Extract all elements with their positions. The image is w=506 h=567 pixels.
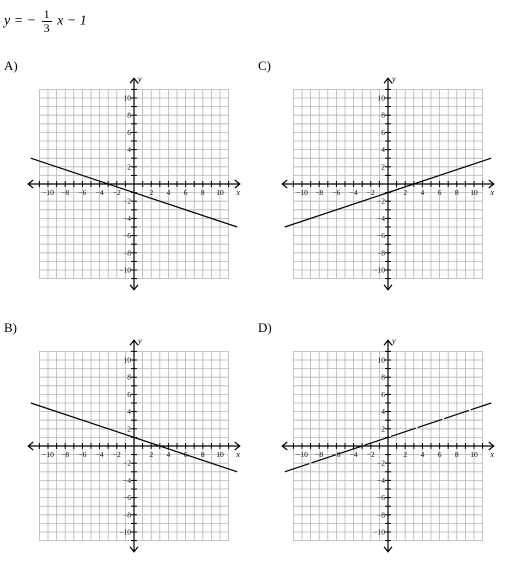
y-tick-label: −6 — [377, 493, 385, 503]
equation-rest: x − 1 — [57, 13, 87, 29]
equation-lhs: y — [4, 13, 11, 29]
y-tick-label: −10 — [373, 527, 385, 537]
y-tick-label: −4 — [123, 475, 131, 485]
y-tick-label: 4 — [381, 407, 385, 417]
x-tick-label: 4 — [166, 450, 171, 459]
y-tick-label: 4 — [127, 407, 131, 417]
y-tick-label: 2 — [381, 162, 385, 172]
y-tick-label: 6 — [127, 127, 131, 137]
x-tick-label: 2 — [149, 188, 154, 197]
y-tick-label: −8 — [123, 248, 131, 258]
equation — [4, 8, 87, 35]
x-tick-label: −8 — [61, 450, 70, 459]
x-axis-label: x — [490, 450, 494, 459]
x-tick-label: −4 — [95, 188, 104, 197]
x-tick-label: −10 — [296, 188, 308, 197]
x-tick-label: −10 — [42, 188, 54, 197]
x-tick-label: 2 — [149, 450, 154, 459]
x-tick-label: −6 — [332, 188, 341, 197]
y-tick-label: −4 — [377, 213, 385, 223]
x-tick-label: −8 — [315, 450, 324, 459]
option-b-label[interactable]: B) — [4, 320, 17, 335]
graph-option-c[interactable] — [280, 72, 496, 292]
x-tick-label: 2 — [403, 450, 408, 459]
x-tick-label: 6 — [437, 450, 442, 459]
y-tick-label: −10 — [373, 265, 385, 275]
y-axis-label: y — [392, 336, 396, 346]
x-tick-label: 4 — [420, 188, 425, 197]
x-axis-label: x — [490, 188, 494, 197]
x-tick-label: −8 — [61, 188, 70, 197]
y-tick-label: −2 — [377, 458, 385, 468]
x-tick-label: −10 — [42, 450, 54, 459]
x-tick-label: 10 — [470, 188, 478, 197]
y-tick-label: −4 — [377, 475, 385, 485]
y-tick-label: −8 — [377, 248, 385, 258]
y-tick-label: −8 — [123, 510, 131, 520]
x-tick-label: 10 — [470, 450, 478, 459]
x-tick-label: 10 — [216, 188, 224, 197]
y-axis-label: y — [138, 336, 142, 346]
y-tick-label: −10 — [119, 265, 131, 275]
x-tick-label: 10 — [216, 450, 224, 459]
fraction-denominator: 3 — [43, 21, 50, 35]
y-tick-label: −2 — [123, 458, 131, 468]
graph-option-d[interactable] — [280, 334, 496, 554]
y-tick-label: −2 — [377, 196, 385, 206]
option-c-label[interactable]: C) — [258, 58, 271, 73]
option-a-label[interactable]: A) — [4, 58, 18, 73]
x-tick-label: 4 — [166, 188, 171, 197]
y-tick-label: 4 — [127, 145, 131, 155]
x-tick-label: 8 — [200, 450, 205, 459]
y-tick-label: 2 — [127, 424, 131, 434]
y-tick-label: −6 — [377, 231, 385, 241]
y-tick-label: 6 — [381, 389, 385, 399]
x-tick-label: 2 — [403, 188, 408, 197]
y-tick-label: 6 — [381, 127, 385, 137]
y-tick-label: −2 — [123, 196, 131, 206]
fraction-numerator: 1 — [43, 7, 50, 21]
y-tick-label: −4 — [123, 213, 131, 223]
y-tick-label: 6 — [127, 389, 131, 399]
x-tick-label: 6 — [183, 188, 188, 197]
x-tick-label: 6 — [437, 188, 442, 197]
x-tick-label: −6 — [78, 188, 87, 197]
x-tick-label: −4 — [349, 450, 358, 459]
x-tick-label: 4 — [420, 450, 425, 459]
x-tick-label: −4 — [349, 188, 358, 197]
y-tick-label: 8 — [127, 110, 131, 120]
y-tick-label: 8 — [381, 110, 385, 120]
x-tick-label: −10 — [296, 450, 308, 459]
y-tick-label: −6 — [123, 231, 131, 241]
x-tick-label: −2 — [112, 188, 121, 197]
x-axis-label: x — [236, 188, 240, 197]
x-tick-label: −4 — [95, 450, 104, 459]
y-tick-label: 2 — [381, 424, 385, 434]
y-axis-label: y — [138, 74, 142, 84]
graph-option-b[interactable] — [26, 334, 242, 554]
y-tick-label: −8 — [377, 510, 385, 520]
option-d-label[interactable]: D) — [258, 320, 272, 335]
x-tick-label: −2 — [112, 450, 121, 459]
graph-option-a[interactable] — [26, 72, 242, 292]
y-tick-label: 2 — [127, 162, 131, 172]
y-axis-label: y — [392, 74, 396, 84]
y-tick-label: 10 — [377, 93, 385, 103]
x-tick-label: −2 — [366, 188, 375, 197]
x-tick-label: 8 — [200, 188, 205, 197]
equation-fraction — [42, 8, 52, 35]
x-tick-label: −6 — [332, 450, 341, 459]
equation-equals: = — [13, 13, 24, 29]
y-tick-label: 10 — [123, 355, 131, 365]
equation-sign: − — [26, 13, 37, 29]
x-tick-label: −6 — [78, 450, 87, 459]
y-tick-label: 10 — [123, 93, 131, 103]
y-tick-label: 8 — [127, 372, 131, 382]
y-tick-label: −6 — [123, 493, 131, 503]
y-tick-label: 4 — [381, 145, 385, 155]
x-tick-label: −2 — [366, 450, 375, 459]
y-tick-label: 10 — [377, 355, 385, 365]
y-tick-label: −10 — [119, 527, 131, 537]
x-tick-label: 8 — [454, 188, 459, 197]
y-tick-label: 8 — [381, 372, 385, 382]
x-tick-label: 8 — [454, 450, 459, 459]
x-axis-label: x — [236, 450, 240, 459]
x-tick-label: −8 — [315, 188, 324, 197]
